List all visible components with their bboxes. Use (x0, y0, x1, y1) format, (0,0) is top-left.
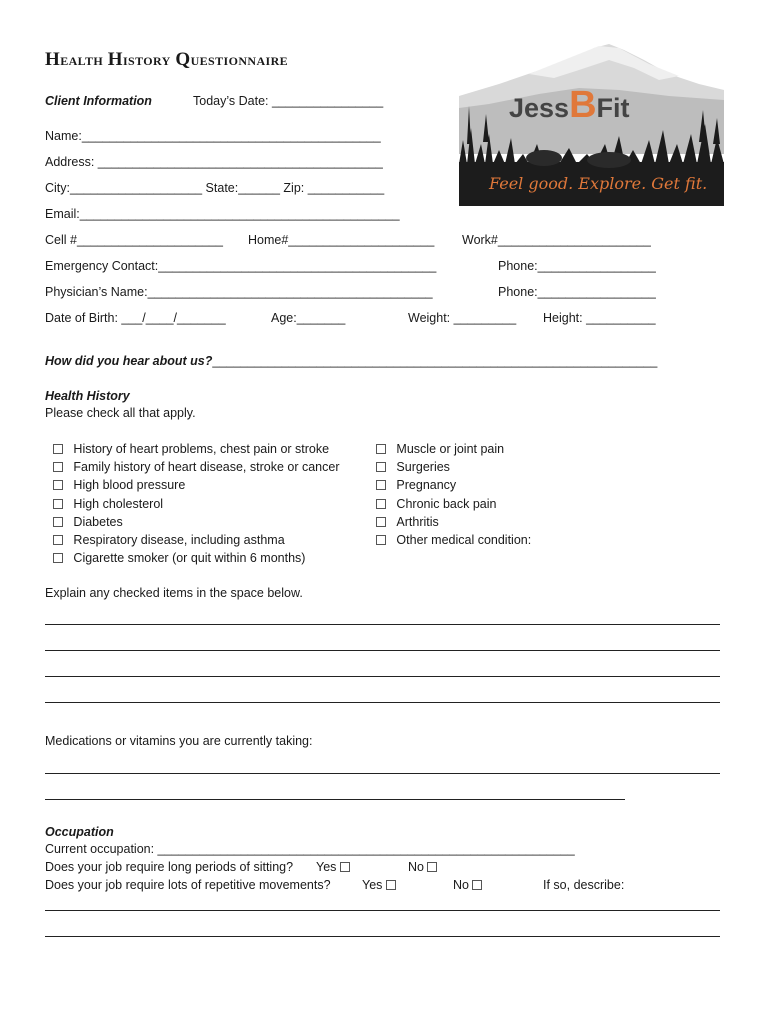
checkbox-item[interactable]: History of heart problems, chest pain or stroke (53, 442, 329, 456)
checkbox[interactable] (53, 517, 63, 527)
current-occupation-field[interactable]: Current occupation: ____________________________________________________________ (45, 842, 575, 856)
sitting-yes-option[interactable]: Yes (316, 860, 350, 874)
describe-label: If so, describe: (543, 878, 625, 892)
checkbox-item[interactable]: High blood pressure (53, 478, 185, 492)
health-history-instruction: Please check all that apply. (45, 406, 196, 420)
checkbox-item[interactable]: High cholesterol (53, 497, 163, 511)
checkbox-item[interactable]: Family history of heart disease, stroke or cancer (53, 460, 340, 474)
repetitive-no-option[interactable]: No (453, 878, 482, 892)
email-field[interactable]: Email:______________________________________________ (45, 207, 400, 221)
cell-phone-field[interactable]: Cell #_____________________ (45, 233, 223, 247)
checkbox[interactable] (53, 462, 63, 472)
todays-date-field[interactable]: Today’s Date: ________________ (193, 94, 384, 108)
physician-name-field[interactable]: Physician’s Name:_________________________________________ (45, 285, 433, 299)
checkbox-item[interactable]: Arthritis (376, 515, 439, 529)
checkbox[interactable] (376, 517, 386, 527)
work-phone-field[interactable]: Work#______________________ (462, 233, 651, 247)
checkbox[interactable] (53, 553, 63, 563)
describe-line[interactable] (45, 936, 720, 937)
explain-line[interactable] (45, 702, 720, 703)
checkbox[interactable] (53, 535, 63, 545)
medications-line[interactable] (45, 773, 720, 774)
checkbox[interactable] (53, 499, 63, 509)
explain-instruction: Explain any checked items in the space below. (45, 586, 303, 600)
checkbox-item[interactable]: Muscle or joint pain (376, 442, 504, 456)
referral-field[interactable] (45, 354, 657, 368)
checkbox[interactable] (376, 499, 386, 509)
checkbox[interactable] (376, 444, 386, 454)
checkbox-item[interactable]: Respiratory disease, including asthma (53, 533, 285, 547)
repetitive-yes-option[interactable]: Yes (362, 878, 396, 892)
checkbox[interactable] (53, 480, 63, 490)
name-field[interactable]: Name:___________________________________________ (45, 129, 381, 143)
logo-tagline: Feel good. Explore. Get fit. (489, 174, 708, 193)
age-field[interactable]: Age:_______ (271, 311, 346, 325)
checkbox[interactable] (376, 462, 386, 472)
checkbox[interactable] (376, 535, 386, 545)
referral-line: ________________________________________________________________ (212, 354, 658, 368)
weight-field[interactable]: Weight: _________ (408, 311, 517, 325)
height-field[interactable]: Height: __________ (543, 311, 656, 325)
physician-phone-field[interactable]: Phone:_________________ (498, 285, 656, 299)
checkbox-item[interactable]: Cigarette smoker (or quit within 6 months) (53, 551, 305, 565)
occupation-heading: Occupation (45, 825, 114, 839)
explain-line[interactable] (45, 676, 720, 677)
checkbox-item[interactable]: Pregnancy (376, 478, 456, 492)
checkbox[interactable] (376, 480, 386, 490)
checkbox-item[interactable]: Chronic back pain (376, 497, 496, 511)
checkbox[interactable] (340, 862, 350, 872)
checkbox[interactable] (53, 444, 63, 454)
checkbox[interactable] (427, 862, 437, 872)
checkbox[interactable] (386, 880, 396, 890)
date-of-birth-field[interactable]: Date of Birth: ___/____/_______ (45, 311, 226, 325)
address-field[interactable]: Address: _________________________________________ (45, 155, 383, 169)
health-history-heading: Health History (45, 389, 130, 403)
city-state-zip-field[interactable]: City:___________________ State:______ Zip: ___________ (45, 181, 385, 195)
medications-line[interactable] (45, 799, 625, 800)
jessbfit-logo (459, 44, 724, 206)
checkbox-item[interactable]: Diabetes (53, 515, 123, 529)
describe-line[interactable] (45, 910, 720, 911)
logo-brand: JessBFit (509, 84, 630, 126)
sitting-question: Does your job require long periods of sitting? (45, 860, 294, 874)
checkbox[interactable] (472, 880, 482, 890)
sitting-no-option[interactable]: No (408, 860, 437, 874)
logo-brand-accent: B (569, 84, 597, 126)
referral-label: How did you hear about us? (45, 354, 213, 368)
medications-label: Medications or vitamins you are currently taking: (45, 734, 313, 748)
home-phone-field[interactable]: Home#_____________________ (248, 233, 435, 247)
explain-line[interactable] (45, 624, 720, 625)
repetitive-question: Does your job require lots of repetitive movements? (45, 878, 331, 892)
client-information-heading: Client Information (45, 94, 152, 108)
checkbox-item[interactable]: Other medical condition: (376, 533, 531, 547)
explain-line[interactable] (45, 650, 720, 651)
emergency-contact-field[interactable]: Emergency Contact:________________________________________ (45, 259, 437, 273)
checkbox-item[interactable]: Surgeries (376, 460, 450, 474)
form-title: Health History Questionnaire (45, 49, 289, 70)
emergency-phone-field[interactable]: Phone:_________________ (498, 259, 656, 273)
